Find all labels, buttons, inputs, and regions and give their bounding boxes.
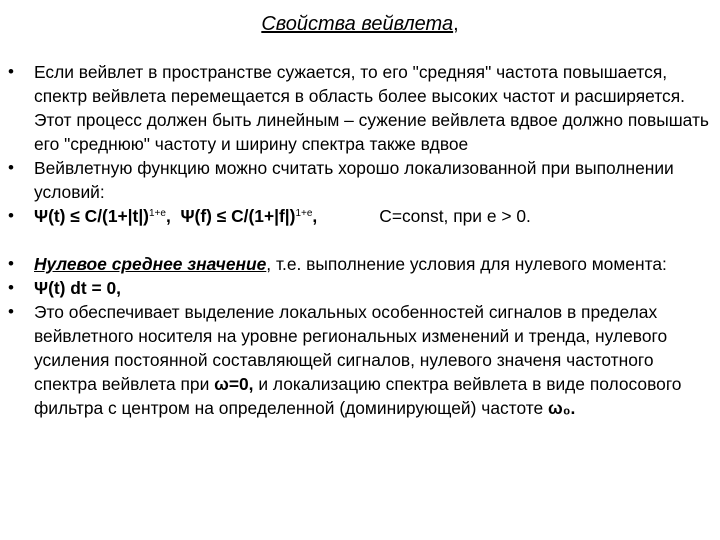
omega-zero: ω=0, [214, 374, 254, 394]
item-text: и локализацию спектра вейвлета в виде полосового фильтра с центром на определенной (доминирующей) частоте [34, 374, 682, 418]
bullet-icon: • [8, 278, 14, 297]
formula-exponent: 1+e [148, 208, 166, 219]
bullet-icon: • [8, 62, 14, 81]
formula-exponent: 1+e [295, 208, 313, 219]
slide-title [0, 12, 720, 36]
list-item [0, 204, 720, 228]
bullet-icon: • [8, 158, 14, 177]
list-item [0, 60, 720, 156]
formula-psi-t: Ψ(t) ≤ C/(1+|t|) [34, 206, 149, 226]
item-text: Вейвлетную функцию можно считать хорошо локализованной при выполнении условий: [34, 158, 674, 202]
omega-sub-zero: ω₀. [548, 398, 576, 418]
formula-zero-mean: Ψ(t) dt = 0, [34, 278, 122, 298]
title-text: Свойства вейвлета [261, 13, 454, 35]
bullet-icon: • [8, 254, 14, 273]
list-item [0, 252, 720, 276]
item-text: , т.е. выполнение условия для нулевого момента: [266, 254, 667, 274]
formula-separator: , [165, 206, 171, 226]
bullet-icon: • [8, 302, 14, 321]
bullet-list [0, 60, 720, 420]
item-text: Если вейвлет в пространстве сужается, то его "средняя" частота повышается, спектр вейвлета перемещается в область более высоких частот и расширяется. Этот процесс должен быть линейным – сужение вейвлета вдвое должно повышать его "среднюю" частоту и ширину спектра также вдвое [34, 62, 709, 154]
bullet-icon: • [8, 206, 14, 225]
formula-condition: C=const, при e > 0. [379, 206, 531, 226]
item-text: Это обеспечивает выделение локальных особенностей сигналов в пределах вейвлетного носителя на уровне региональных изменений и тренда, нулевого усиления постоянной составляющей сигналов, нулевого значеня частотного спектра вейвлета при [34, 302, 668, 394]
title-comma: , [453, 13, 459, 35]
formula-psi-f: Ψ(f) ≤ C/(1+|f|) [180, 206, 296, 226]
emphasis-term: Нулевое среднее значение [34, 254, 267, 274]
list-item [0, 300, 720, 420]
list-item [0, 276, 720, 300]
list-item [0, 156, 720, 204]
formula-separator: , [312, 206, 318, 226]
